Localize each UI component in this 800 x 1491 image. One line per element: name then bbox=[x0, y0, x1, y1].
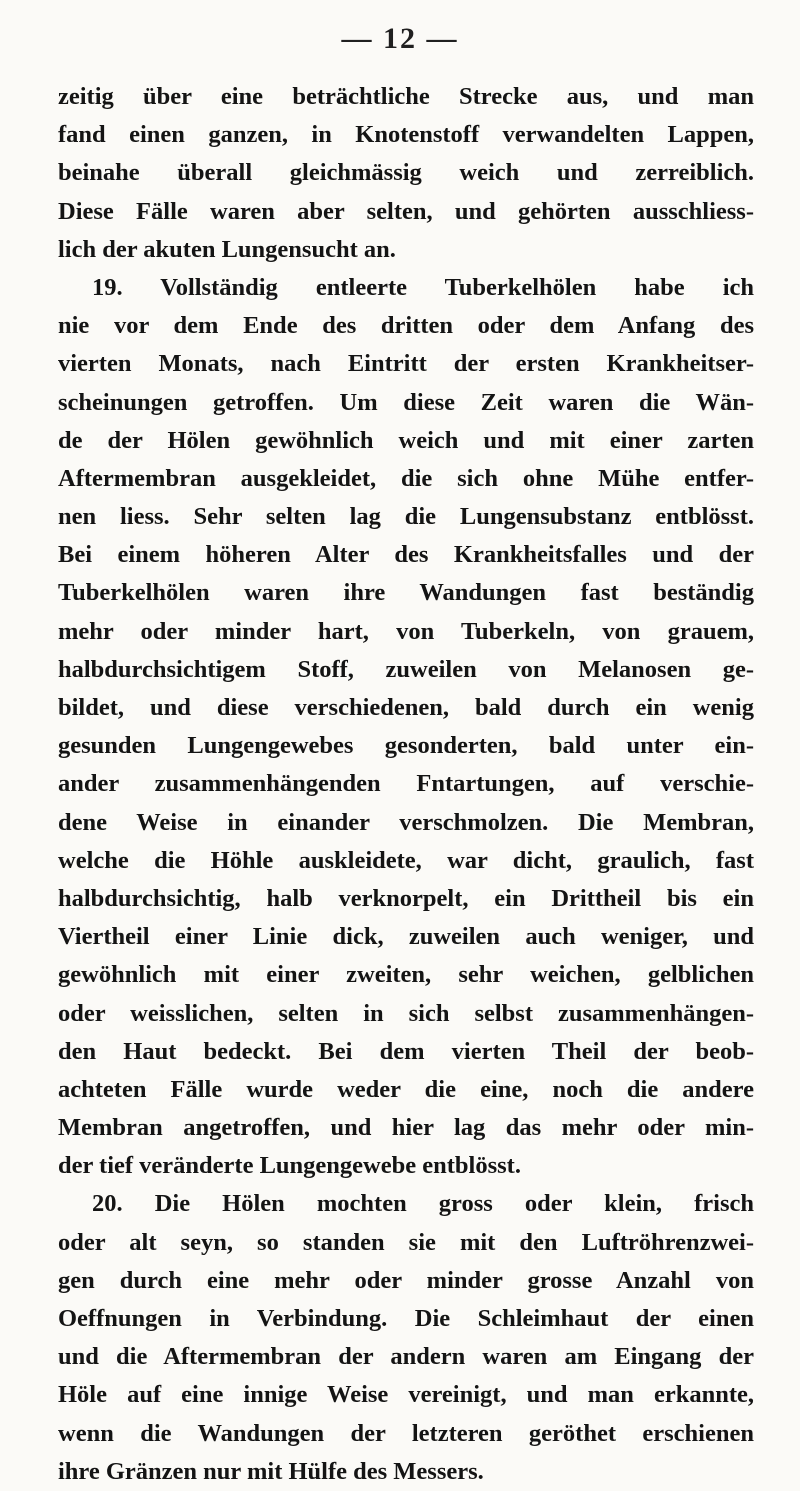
text-line: de der Hölen gewöhnlich weich und mit einer zarten bbox=[58, 426, 754, 454]
text-line: zeitig über eine beträchtliche Strecke aus, und man bbox=[58, 83, 754, 110]
text-line: und die Aftermembran der andern waren am Eingang der bbox=[58, 1343, 754, 1371]
text-line: Oeffnungen in Verbindung. Die Schleimhaut der einen bbox=[58, 1305, 754, 1332]
text-line: nen liess. Sehr selten lag die Lungensubstanz entblösst. bbox=[58, 503, 754, 531]
text-line: oder alt seyn, so standen sie mit den Luftröhrenzwei- bbox=[58, 1228, 754, 1256]
text-line: ander zusammenhängenden Fntartungen, auf verschie- bbox=[58, 770, 754, 798]
text-line: lich der akuten Lungensucht an. bbox=[58, 235, 396, 263]
text-line: gen durch eine mehr oder minder grosse Anzahl von bbox=[58, 1266, 754, 1294]
text-line: dene Weise in einander verschmolzen. Die Membran, bbox=[58, 808, 754, 836]
text-line: bildet, und diese verschiedenen, bald durch ein wenig bbox=[58, 694, 754, 721]
text-line: gesunden Lungengewebes gesonderten, bald unter ein- bbox=[58, 732, 754, 760]
text-line: Höle auf eine innige Weise vereinigt, und man erkannte, bbox=[58, 1381, 754, 1409]
text-line: achteten Fälle wurde weder die eine, noch die andere bbox=[58, 1075, 754, 1103]
text-line: Bei einem höheren Alter des Krankheitsfalles und der bbox=[58, 541, 754, 569]
text-line: gewöhnlich mit einer zweiten, sehr weichen, gelblichen bbox=[58, 961, 754, 989]
text-line: Viertheil einer Linie dick, zuweilen auch weniger, und bbox=[58, 923, 754, 951]
text-line: beinahe überall gleichmässig weich und zerreiblich. bbox=[58, 159, 754, 187]
text-line: nie vor dem Ende des dritten oder dem Anfang des bbox=[58, 312, 754, 340]
text-line: Aftermembran ausgekleidet, die sich ohne Mühe entfer- bbox=[58, 464, 754, 492]
text-line: ihre Gränzen nur mit Hülfe des Messers. bbox=[58, 1457, 484, 1485]
text-line: welche die Höhle auskleidete, war dicht, graulich, fast bbox=[58, 846, 754, 874]
paragraph-20-start: 20. Die Hölen mochten gross oder klein, frisch bbox=[92, 1190, 754, 1218]
text-line: der tief veränderte Lungengewebe entblösst. bbox=[58, 1152, 521, 1180]
text-line: oder weisslichen, selten in sich selbst zusammenhängen- bbox=[58, 999, 754, 1027]
text-line: wenn die Wandungen der letzteren geröthet erschienen bbox=[58, 1419, 754, 1447]
text-line: halbdurchsichtigem Stoff, zuweilen von Melanosen ge- bbox=[58, 655, 754, 683]
text-line: Tuberkelhölen waren ihre Wandungen fast beständig bbox=[58, 579, 754, 607]
text-line: mehr oder minder hart, von Tuberkeln, von grauem, bbox=[58, 617, 754, 645]
page-number-header: — 12 — bbox=[341, 22, 459, 55]
text-line: den Haut bedeckt. Bei dem vierten Theil der beob- bbox=[58, 1037, 754, 1065]
text-line: scheinungen getroffen. Um diese Zeit waren die Wän- bbox=[58, 388, 754, 416]
text-line: Diese Fälle waren aber selten, und gehörten ausschliess- bbox=[58, 197, 754, 225]
paragraph-19-start: 19. Vollständig entleerte Tuberkelhölen habe ich bbox=[92, 273, 754, 301]
text-line: halbdurchsichtig, halb verknorpelt, ein Drittheil bis ein bbox=[58, 884, 754, 912]
text-line: Membran angetroffen, und hier lag das mehr oder min- bbox=[58, 1114, 754, 1142]
text-line: fand einen ganzen, in Knotenstoff verwandelten Lappen, bbox=[58, 121, 754, 149]
text-line: vierten Monats, nach Eintritt der ersten Krankheitser- bbox=[58, 350, 754, 378]
body-text bbox=[58, 78, 754, 1491]
